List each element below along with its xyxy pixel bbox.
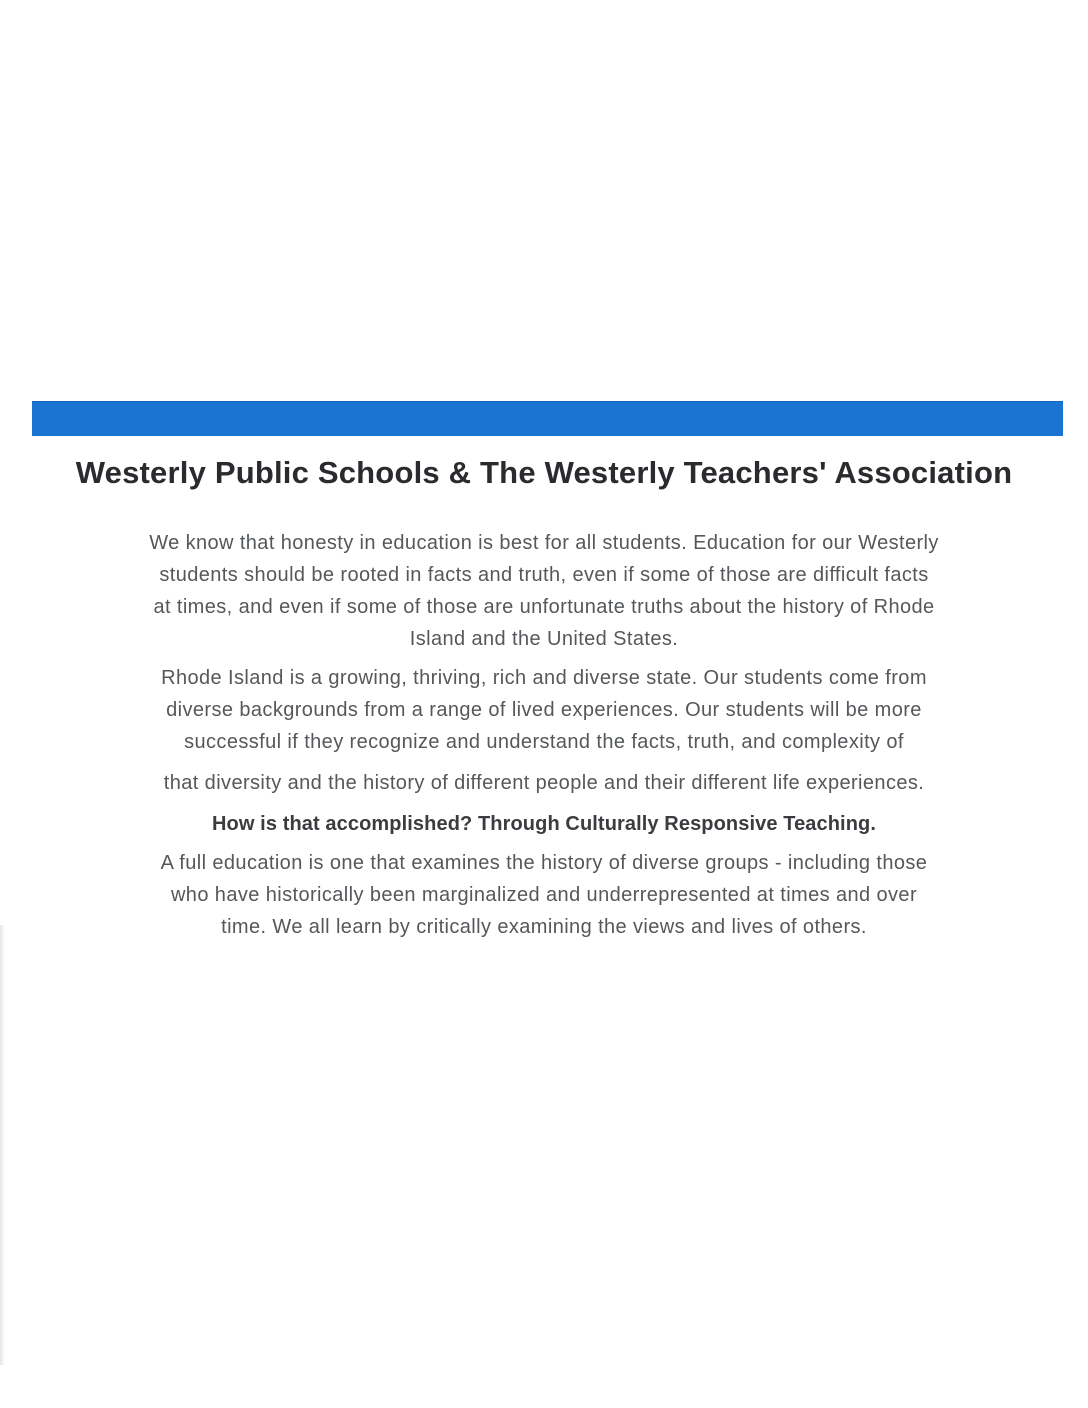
paragraph-diverse-state: [84, 662, 1004, 758]
text-line: Island and the United States.: [409, 628, 679, 650]
text-line: successful if they recognize and understand the facts, truth, and complexity of: [184, 731, 904, 753]
paragraph-honesty: [84, 527, 1004, 655]
paragraph-diversity-history: [84, 767, 1004, 799]
paragraph-full-education: [84, 847, 1004, 943]
text-line: We know that honesty in education is best for all students. Education for our Westerly: [149, 532, 939, 554]
text-line: students should be rooted in facts and truth, even if some of those are difficult facts: [159, 564, 929, 586]
emphasis-line: How is that accomplished? Through Culturally Responsive Teaching.: [212, 813, 876, 835]
document-body: [84, 527, 1004, 943]
text-line: time. We all learn by critically examining the views and lives of others.: [221, 916, 867, 938]
text-line: Rhode Island is a growing, thriving, rich and diverse state. Our students come from: [161, 667, 927, 689]
text-line: who have historically been marginalized and underrepresented at times and over: [170, 884, 918, 906]
text-line: diverse backgrounds from a range of lived experiences. Our students will be more: [166, 699, 922, 721]
text-line: at times, and even if some of those are unfortunate truths about the history of Rhode: [153, 596, 935, 618]
header-divider-bar: [32, 401, 1063, 436]
page-title: Westerly Public Schools & The Westerly Teachers' Association: [75, 455, 1013, 490]
scan-artifact-left-edge: [0, 925, 5, 1365]
text-line: A full education is one that examines the history of diverse groups - including those: [160, 852, 928, 874]
text-line: that diversity and the history of different people and their different life experiences.: [163, 772, 925, 794]
